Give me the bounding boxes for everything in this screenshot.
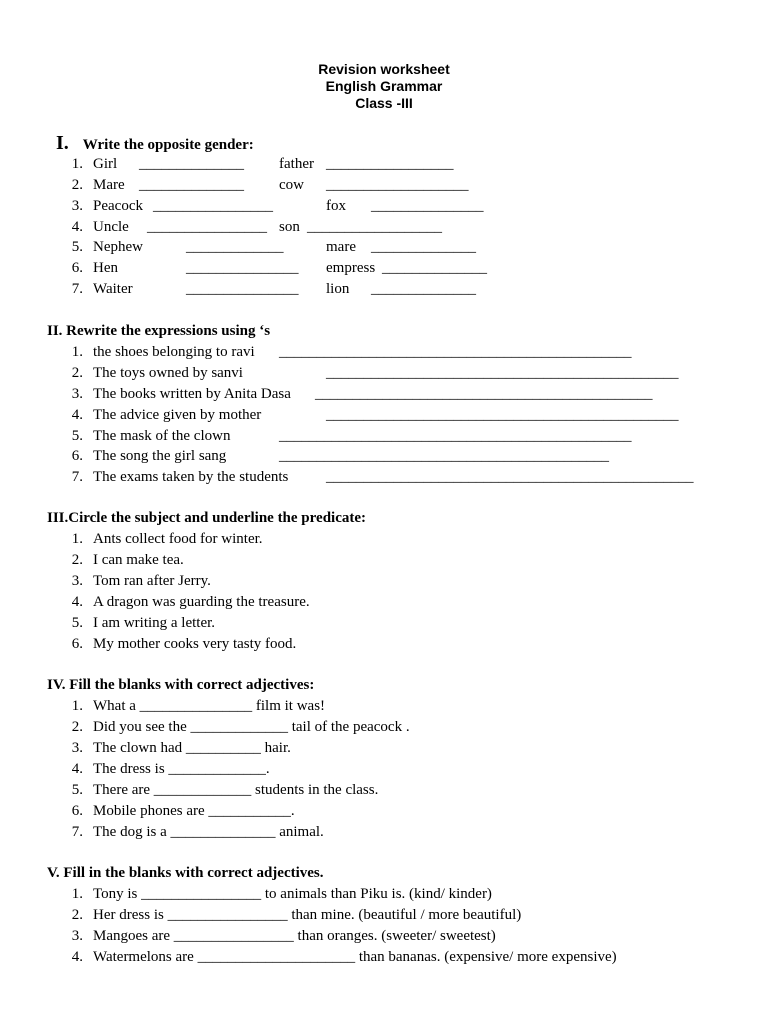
answer-blank: ______________ <box>139 156 244 172</box>
item-text: Tony is ________________ to animals than Piku is. (kind/ kinder) <box>93 886 492 902</box>
item-number: 3. <box>71 740 83 756</box>
item-word: fox <box>326 198 346 214</box>
item-word: Mare <box>93 177 125 193</box>
answer-blank: ______________ <box>139 177 244 193</box>
item-text: Watermelons are _____________________ than bananas. (expensive/ more expensive) <box>93 949 617 965</box>
answer-blank: _________________ <box>326 156 454 172</box>
item-text: The song the girl sang <box>93 448 227 464</box>
item-number: 2. <box>71 177 83 193</box>
answer-blank: _______________ <box>371 198 484 214</box>
item-number: 4. <box>71 761 83 777</box>
item-text: I can make tea. <box>93 552 184 568</box>
item-number: 2. <box>71 552 83 568</box>
list-item <box>0 719 768 739</box>
answer-blank: ______________ <box>371 239 476 255</box>
item-word: mare <box>326 239 356 255</box>
answer-blank: _____________________________________________ <box>315 386 653 402</box>
answer-blank: ______________ <box>371 281 476 297</box>
answer-blank: ________________ <box>153 198 273 214</box>
item-number: 5. <box>71 782 83 798</box>
answer-blank: ____________________________________________ <box>279 448 609 464</box>
item-number: 5. <box>71 615 83 631</box>
item-number: 3. <box>71 573 83 589</box>
item-word: son <box>279 219 300 235</box>
answer-blank: ________________ <box>147 219 267 235</box>
list-item <box>0 448 768 468</box>
section-1-numeral: I. <box>56 132 69 154</box>
item-word: Hen <box>93 260 118 276</box>
item-text: My mother cooks very tasty food. <box>93 636 297 652</box>
item-text: Ants collect food for winter. <box>93 531 263 547</box>
item-number: 1. <box>71 531 83 547</box>
item-number: 2. <box>71 365 83 381</box>
item-word: lion <box>326 281 350 297</box>
item-number: 3. <box>71 198 83 214</box>
section-1-title: Write the opposite gender: <box>82 137 254 153</box>
item-number: 3. <box>71 386 83 402</box>
list-item <box>0 552 768 572</box>
list-item <box>0 698 768 718</box>
answer-blank: ___________________ <box>326 177 469 193</box>
list-item <box>0 198 768 218</box>
list-item <box>0 260 768 280</box>
item-text: The books written by Anita Dasa <box>93 386 291 402</box>
list-item <box>0 886 768 906</box>
item-number: 4. <box>71 407 83 423</box>
item-word: Nephew <box>93 239 143 255</box>
item-number: 1. <box>71 886 83 902</box>
answer-blank: _______________________________________________ <box>279 344 632 360</box>
list-item <box>0 469 768 489</box>
item-text: Mobile phones are ___________. <box>93 803 295 819</box>
answer-blank: _______________________________________________ <box>279 428 632 444</box>
list-item <box>0 365 768 385</box>
item-number: 2. <box>71 907 83 923</box>
item-word: empress <box>326 260 376 276</box>
list-item <box>0 615 768 635</box>
worksheet-subject: English Grammar <box>325 78 443 94</box>
item-text: Her dress is ________________ than mine. (beautiful / more beautiful) <box>93 907 522 923</box>
item-text: There are _____________ students in the class. <box>93 782 379 798</box>
item-text: The toys owned by sanvi <box>93 365 243 381</box>
item-number: 4. <box>71 594 83 610</box>
item-text: A dragon was guarding the treasure. <box>93 594 310 610</box>
list-item <box>0 531 768 551</box>
list-item <box>0 281 768 301</box>
section-3-title: III.Circle the subject and underline the predicate: <box>47 510 367 526</box>
item-number: 4. <box>71 219 83 235</box>
list-item <box>0 344 768 364</box>
item-text: The dress is _____________. <box>93 761 270 777</box>
list-item <box>0 573 768 593</box>
item-word: Waiter <box>93 281 133 297</box>
list-item <box>0 594 768 614</box>
item-number: 6. <box>71 636 83 652</box>
item-number: 7. <box>71 281 83 297</box>
list-item <box>0 928 768 948</box>
answer-blank: _____________ <box>186 239 284 255</box>
item-word: father <box>279 156 314 172</box>
section-5-title: V. Fill in the blanks with correct adjectives. <box>47 865 324 881</box>
item-number: 6. <box>71 448 83 464</box>
list-item <box>0 782 768 802</box>
item-number: 1. <box>71 698 83 714</box>
answer-blank: __________________ <box>307 219 442 235</box>
list-item <box>0 949 768 969</box>
section-2-title: II. Rewrite the expressions using ‘s <box>47 323 271 339</box>
list-item <box>0 239 768 259</box>
answer-blank: _______________________________________________ <box>326 365 679 381</box>
item-number: 6. <box>71 803 83 819</box>
list-item <box>0 407 768 427</box>
item-text: Tom ran after Jerry. <box>93 573 211 589</box>
item-number: 3. <box>71 928 83 944</box>
item-text: Mangoes are ________________ than oranges. (sweeter/ sweetest) <box>93 928 496 944</box>
item-number: 4. <box>71 949 83 965</box>
item-number: 5. <box>71 428 83 444</box>
answer-blank: _______________ <box>186 260 299 276</box>
list-item <box>0 386 768 406</box>
answer-blank: _______________________________________________ <box>326 407 679 423</box>
list-item <box>0 428 768 448</box>
list-item <box>0 761 768 781</box>
item-text: I am writing a letter. <box>93 615 216 631</box>
list-item <box>0 907 768 927</box>
list-item <box>0 219 768 239</box>
item-text: What a _______________ film it was! <box>93 698 326 714</box>
item-number: 5. <box>71 239 83 255</box>
item-text: the shoes belonging to ravi <box>93 344 255 360</box>
item-word: Girl <box>93 156 118 172</box>
item-number: 2. <box>71 719 83 735</box>
item-word: Uncle <box>93 219 129 235</box>
list-item <box>0 636 768 656</box>
worksheet-class: Class -III <box>355 95 413 111</box>
item-text: The exams taken by the students <box>93 469 289 485</box>
list-item <box>0 824 768 844</box>
item-text: The advice given by mother <box>93 407 262 423</box>
item-number: 7. <box>71 824 83 840</box>
item-word: cow <box>279 177 304 193</box>
item-number: 6. <box>71 260 83 276</box>
list-item <box>0 177 768 197</box>
item-number: 7. <box>71 469 83 485</box>
item-text: The clown had __________ hair. <box>93 740 291 756</box>
item-text: Did you see the _____________ tail of the peacock . <box>93 719 410 735</box>
answer-blank: _______________ <box>186 281 299 297</box>
list-item <box>0 803 768 823</box>
worksheet-title: Revision worksheet <box>318 61 450 77</box>
list-item <box>0 740 768 760</box>
answer-blank: _________________________________________________ <box>326 469 694 485</box>
item-number: 1. <box>71 344 83 360</box>
answer-blank: ______________ <box>382 260 487 276</box>
section-4-title: IV. Fill the blanks with correct adjectives: <box>47 677 315 693</box>
item-text: The dog is a ______________ animal. <box>93 824 324 840</box>
item-text: The mask of the clown <box>93 428 231 444</box>
item-number: 1. <box>71 156 83 172</box>
list-item <box>0 156 768 176</box>
section-1-heading <box>47 132 254 155</box>
item-word: Peacock <box>93 198 143 214</box>
